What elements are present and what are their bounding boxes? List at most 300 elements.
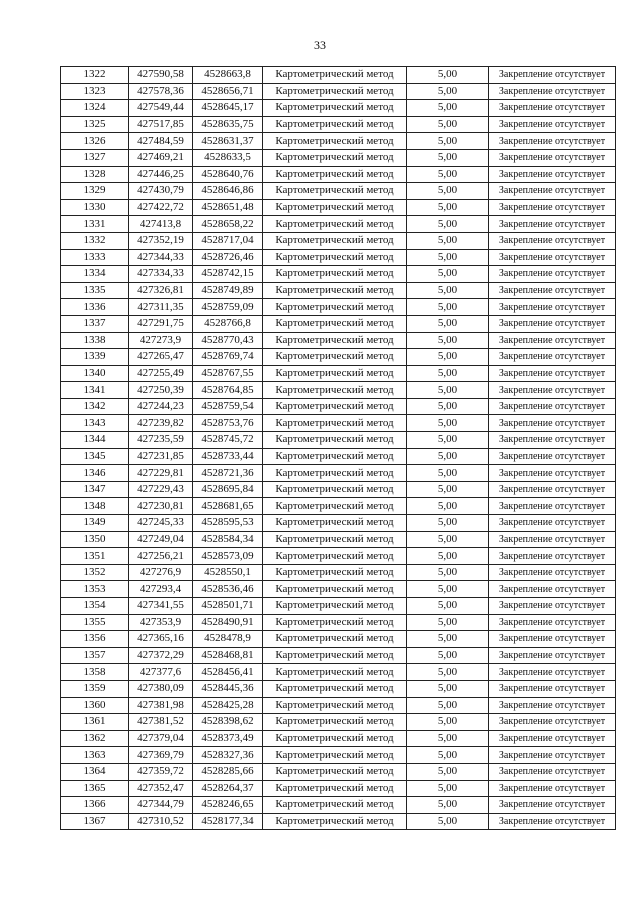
fixing-cell: Закрепление отсутствует [489,531,616,548]
fixing-cell: Закрепление отсутствует [489,166,616,183]
x-coordinate-cell: 427369,79 [129,747,193,764]
table-row [61,680,616,697]
fixing-cell: Закрепление отсутствует [489,133,616,150]
error-cell: 5,00 [407,730,489,747]
point-number-cell: 1351 [61,548,129,565]
x-coordinate-cell: 427273,9 [129,332,193,349]
error-cell: 5,00 [407,548,489,565]
y-coordinate-cell: 4528327,36 [193,747,263,764]
table-row [61,83,616,100]
table-row [61,299,616,316]
y-coordinate-cell: 4528640,76 [193,166,263,183]
x-coordinate-cell: 427293,4 [129,581,193,598]
method-cell: Картометрический метод [263,216,407,233]
table-row [61,266,616,283]
error-cell: 5,00 [407,266,489,283]
x-coordinate-cell: 427250,39 [129,382,193,399]
x-coordinate-cell: 427422,72 [129,199,193,216]
x-coordinate-cell: 427352,19 [129,232,193,249]
error-cell: 5,00 [407,382,489,399]
error-cell: 5,00 [407,647,489,664]
method-cell: Картометрический метод [263,531,407,548]
error-cell: 5,00 [407,763,489,780]
method-cell: Картометрический метод [263,183,407,200]
point-number-cell: 1358 [61,664,129,681]
y-coordinate-cell: 4528651,48 [193,199,263,216]
y-coordinate-cell: 4528501,71 [193,598,263,615]
method-cell: Картометрический метод [263,100,407,117]
point-number-cell: 1366 [61,797,129,814]
method-cell: Картометрический метод [263,315,407,332]
y-coordinate-cell: 4528425,28 [193,697,263,714]
x-coordinate-cell: 427359,72 [129,763,193,780]
error-cell: 5,00 [407,100,489,117]
fixing-cell: Закрепление отсутствует [489,100,616,117]
method-cell: Картометрический метод [263,647,407,664]
table-row [61,714,616,731]
table-row [61,598,616,615]
method-cell: Картометрический метод [263,249,407,266]
table-row [61,199,616,216]
table-row [61,763,616,780]
method-cell: Картометрический метод [263,415,407,432]
point-number-cell: 1354 [61,598,129,615]
fixing-cell: Закрепление отсутствует [489,697,616,714]
x-coordinate-cell: 427413,8 [129,216,193,233]
coordinates-table [60,66,616,830]
point-number-cell: 1323 [61,83,129,100]
method-cell: Картометрический метод [263,266,407,283]
point-number-cell: 1346 [61,465,129,482]
page-number: 33 [314,38,326,52]
y-coordinate-cell: 4528445,36 [193,680,263,697]
point-number-cell: 1330 [61,199,129,216]
x-coordinate-cell: 427231,85 [129,448,193,465]
point-number-cell: 1363 [61,747,129,764]
table-row [61,216,616,233]
error-cell: 5,00 [407,747,489,764]
x-coordinate-cell: 427256,21 [129,548,193,565]
error-cell: 5,00 [407,166,489,183]
fixing-cell: Закрепление отсутствует [489,349,616,366]
error-cell: 5,00 [407,216,489,233]
error-cell: 5,00 [407,116,489,133]
table-row [61,448,616,465]
method-cell: Картометрический метод [263,232,407,249]
point-number-cell: 1327 [61,149,129,166]
method-cell: Картометрический метод [263,797,407,814]
table-row [61,730,616,747]
fixing-cell: Закрепление отсутствует [489,631,616,648]
error-cell: 5,00 [407,149,489,166]
x-coordinate-cell: 427326,81 [129,282,193,299]
method-cell: Картометрический метод [263,515,407,532]
x-coordinate-cell: 427381,52 [129,714,193,731]
point-number-cell: 1355 [61,614,129,631]
y-coordinate-cell: 4528681,65 [193,498,263,515]
y-coordinate-cell: 4528764,85 [193,382,263,399]
fixing-cell: Закрепление отсутствует [489,747,616,764]
error-cell: 5,00 [407,481,489,498]
point-number-cell: 1360 [61,697,129,714]
y-coordinate-cell: 4528745,72 [193,432,263,449]
error-cell: 5,00 [407,564,489,581]
table-row [61,67,616,84]
method-cell: Картометрический метод [263,332,407,349]
point-number-cell: 1361 [61,714,129,731]
error-cell: 5,00 [407,714,489,731]
table-row [61,349,616,366]
error-cell: 5,00 [407,282,489,299]
method-cell: Картометрический метод [263,614,407,631]
point-number-cell: 1338 [61,332,129,349]
table-row [61,332,616,349]
y-coordinate-cell: 4528645,17 [193,100,263,117]
y-coordinate-cell: 4528759,54 [193,398,263,415]
method-cell: Картометрический метод [263,680,407,697]
x-coordinate-cell: 427381,98 [129,697,193,714]
x-coordinate-cell: 427310,52 [129,813,193,830]
error-cell: 5,00 [407,498,489,515]
method-cell: Картометрический метод [263,382,407,399]
y-coordinate-cell: 4528721,36 [193,465,263,482]
table-row [61,133,616,150]
error-cell: 5,00 [407,432,489,449]
table-row [61,647,616,664]
x-coordinate-cell: 427517,85 [129,116,193,133]
y-coordinate-cell: 4528536,46 [193,581,263,598]
table-row [61,614,616,631]
point-number-cell: 1356 [61,631,129,648]
table-row [61,398,616,415]
method-cell: Картометрический метод [263,149,407,166]
table-row [61,232,616,249]
fixing-cell: Закрепление отсутствует [489,382,616,399]
x-coordinate-cell: 427255,49 [129,365,193,382]
x-coordinate-cell: 427446,25 [129,166,193,183]
table-row [61,548,616,565]
error-cell: 5,00 [407,598,489,615]
y-coordinate-cell: 4528749,89 [193,282,263,299]
x-coordinate-cell: 427265,47 [129,349,193,366]
table-row [61,498,616,515]
point-number-cell: 1348 [61,498,129,515]
x-coordinate-cell: 427353,9 [129,614,193,631]
x-coordinate-cell: 427380,09 [129,680,193,697]
y-coordinate-cell: 4528742,15 [193,266,263,283]
y-coordinate-cell: 4528285,66 [193,763,263,780]
table-row [61,581,616,598]
error-cell: 5,00 [407,415,489,432]
point-number-cell: 1322 [61,67,129,84]
point-number-cell: 1331 [61,216,129,233]
x-coordinate-cell: 427430,79 [129,183,193,200]
y-coordinate-cell: 4528550,1 [193,564,263,581]
y-coordinate-cell: 4528373,49 [193,730,263,747]
x-coordinate-cell: 427344,33 [129,249,193,266]
fixing-cell: Закрепление отсутствует [489,83,616,100]
table-row [61,465,616,482]
method-cell: Картометрический метод [263,747,407,764]
fixing-cell: Закрепление отсутствует [489,714,616,731]
method-cell: Картометрический метод [263,697,407,714]
fixing-cell: Закрепление отсутствует [489,564,616,581]
fixing-cell: Закрепление отсутствует [489,249,616,266]
table-row [61,116,616,133]
error-cell: 5,00 [407,797,489,814]
y-coordinate-cell: 4528733,44 [193,448,263,465]
y-coordinate-cell: 4528264,37 [193,780,263,797]
y-coordinate-cell: 4528456,41 [193,664,263,681]
table-row [61,747,616,764]
method-cell: Картометрический метод [263,365,407,382]
point-number-cell: 1334 [61,266,129,283]
y-coordinate-cell: 4528753,76 [193,415,263,432]
error-cell: 5,00 [407,780,489,797]
x-coordinate-cell: 427249,04 [129,531,193,548]
point-number-cell: 1365 [61,780,129,797]
error-cell: 5,00 [407,83,489,100]
fixing-cell: Закрепление отсутствует [489,266,616,283]
point-number-cell: 1359 [61,680,129,697]
error-cell: 5,00 [407,631,489,648]
point-number-cell: 1340 [61,365,129,382]
method-cell: Картометрический метод [263,730,407,747]
method-cell: Картометрический метод [263,83,407,100]
y-coordinate-cell: 4528635,75 [193,116,263,133]
point-number-cell: 1350 [61,531,129,548]
point-number-cell: 1342 [61,398,129,415]
y-coordinate-cell: 4528246,65 [193,797,263,814]
method-cell: Картометрический метод [263,631,407,648]
x-coordinate-cell: 427235,59 [129,432,193,449]
fixing-cell: Закрепление отсутствует [489,813,616,830]
x-coordinate-cell: 427229,43 [129,481,193,498]
table-row [61,432,616,449]
table-row [61,797,616,814]
method-cell: Картометрический метод [263,349,407,366]
method-cell: Картометрический метод [263,133,407,150]
fixing-cell: Закрепление отсутствует [489,232,616,249]
method-cell: Картометрический метод [263,714,407,731]
table-row [61,183,616,200]
y-coordinate-cell: 4528767,55 [193,365,263,382]
fixing-cell: Закрепление отсутствует [489,183,616,200]
point-number-cell: 1357 [61,647,129,664]
method-cell: Картометрический метод [263,282,407,299]
fixing-cell: Закрепление отсутствует [489,680,616,697]
error-cell: 5,00 [407,349,489,366]
table-row [61,100,616,117]
x-coordinate-cell: 427578,36 [129,83,193,100]
method-cell: Картометрический метод [263,481,407,498]
y-coordinate-cell: 4528595,53 [193,515,263,532]
y-coordinate-cell: 4528717,04 [193,232,263,249]
fixing-cell: Закрепление отсутствует [489,216,616,233]
point-number-cell: 1337 [61,315,129,332]
error-cell: 5,00 [407,614,489,631]
method-cell: Картометрический метод [263,598,407,615]
y-coordinate-cell: 4528766,8 [193,315,263,332]
point-number-cell: 1329 [61,183,129,200]
x-coordinate-cell: 427365,16 [129,631,193,648]
fixing-cell: Закрепление отсутствует [489,515,616,532]
fixing-cell: Закрепление отсутствует [489,730,616,747]
method-cell: Картометрический метод [263,448,407,465]
error-cell: 5,00 [407,365,489,382]
x-coordinate-cell: 427344,79 [129,797,193,814]
point-number-cell: 1344 [61,432,129,449]
fixing-cell: Закрепление отсутствует [489,116,616,133]
table-row [61,697,616,714]
error-cell: 5,00 [407,515,489,532]
x-coordinate-cell: 427372,29 [129,647,193,664]
error-cell: 5,00 [407,67,489,84]
x-coordinate-cell: 427352,47 [129,780,193,797]
point-number-cell: 1347 [61,481,129,498]
y-coordinate-cell: 4528646,86 [193,183,263,200]
method-cell: Картометрический метод [263,398,407,415]
y-coordinate-cell: 4528695,84 [193,481,263,498]
error-cell: 5,00 [407,448,489,465]
table-row [61,481,616,498]
fixing-cell: Закрепление отсутствует [489,149,616,166]
y-coordinate-cell: 4528726,46 [193,249,263,266]
x-coordinate-cell: 427239,82 [129,415,193,432]
y-coordinate-cell: 4528769,74 [193,349,263,366]
method-cell: Картометрический метод [263,664,407,681]
method-cell: Картометрический метод [263,763,407,780]
fixing-cell: Закрепление отсутствует [489,415,616,432]
table-row [61,365,616,382]
table-row [61,149,616,166]
x-coordinate-cell: 427276,9 [129,564,193,581]
table-row [61,564,616,581]
error-cell: 5,00 [407,199,489,216]
fixing-cell: Закрепление отсутствует [489,598,616,615]
point-number-cell: 1333 [61,249,129,266]
y-coordinate-cell: 4528759,09 [193,299,263,316]
point-number-cell: 1362 [61,730,129,747]
fixing-cell: Закрепление отсутствует [489,282,616,299]
table-row [61,531,616,548]
error-cell: 5,00 [407,697,489,714]
point-number-cell: 1341 [61,382,129,399]
method-cell: Картометрический метод [263,299,407,316]
x-coordinate-cell: 427334,33 [129,266,193,283]
point-number-cell: 1364 [61,763,129,780]
point-number-cell: 1335 [61,282,129,299]
error-cell: 5,00 [407,315,489,332]
point-number-cell: 1345 [61,448,129,465]
table-row [61,315,616,332]
error-cell: 5,00 [407,249,489,266]
table-body [61,67,616,830]
method-cell: Картометрический метод [263,199,407,216]
y-coordinate-cell: 4528656,71 [193,83,263,100]
y-coordinate-cell: 4528398,62 [193,714,263,731]
y-coordinate-cell: 4528770,43 [193,332,263,349]
point-number-cell: 1352 [61,564,129,581]
x-coordinate-cell: 427229,81 [129,465,193,482]
error-cell: 5,00 [407,332,489,349]
table-row [61,282,616,299]
method-cell: Картометрический метод [263,498,407,515]
x-coordinate-cell: 427245,33 [129,515,193,532]
x-coordinate-cell: 427549,44 [129,100,193,117]
fixing-cell: Закрепление отсутствует [489,365,616,382]
error-cell: 5,00 [407,398,489,415]
y-coordinate-cell: 4528573,09 [193,548,263,565]
table-row [61,813,616,830]
x-coordinate-cell: 427244,23 [129,398,193,415]
fixing-cell: Закрепление отсутствует [489,498,616,515]
table-row [61,515,616,532]
error-cell: 5,00 [407,680,489,697]
point-number-cell: 1339 [61,349,129,366]
y-coordinate-cell: 4528658,22 [193,216,263,233]
y-coordinate-cell: 4528631,37 [193,133,263,150]
x-coordinate-cell: 427291,75 [129,315,193,332]
error-cell: 5,00 [407,531,489,548]
point-number-cell: 1332 [61,232,129,249]
point-number-cell: 1353 [61,581,129,598]
fixing-cell: Закрепление отсутствует [489,448,616,465]
fixing-cell: Закрепление отсутствует [489,67,616,84]
error-cell: 5,00 [407,299,489,316]
y-coordinate-cell: 4528490,91 [193,614,263,631]
fixing-cell: Закрепление отсутствует [489,664,616,681]
method-cell: Картометрический метод [263,465,407,482]
fixing-cell: Закрепление отсутствует [489,199,616,216]
x-coordinate-cell: 427377,6 [129,664,193,681]
table-row [61,415,616,432]
point-number-cell: 1325 [61,116,129,133]
error-cell: 5,00 [407,465,489,482]
point-number-cell: 1343 [61,415,129,432]
fixing-cell: Закрепление отсутствует [489,581,616,598]
method-cell: Картометрический метод [263,166,407,183]
method-cell: Картометрический метод [263,581,407,598]
method-cell: Картометрический метод [263,116,407,133]
table-row [61,166,616,183]
x-coordinate-cell: 427311,35 [129,299,193,316]
error-cell: 5,00 [407,232,489,249]
x-coordinate-cell: 427379,04 [129,730,193,747]
point-number-cell: 1336 [61,299,129,316]
method-cell: Картометрический метод [263,548,407,565]
fixing-cell: Закрепление отсутствует [489,465,616,482]
fixing-cell: Закрепление отсутствует [489,763,616,780]
error-cell: 5,00 [407,133,489,150]
x-coordinate-cell: 427341,55 [129,598,193,615]
error-cell: 5,00 [407,183,489,200]
method-cell: Картометрический метод [263,564,407,581]
fixing-cell: Закрепление отсутствует [489,780,616,797]
fixing-cell: Закрепление отсутствует [489,548,616,565]
table-row [61,780,616,797]
y-coordinate-cell: 4528478,9 [193,631,263,648]
point-number-cell: 1367 [61,813,129,830]
y-coordinate-cell: 4528633,5 [193,149,263,166]
table-row [61,631,616,648]
error-cell: 5,00 [407,581,489,598]
y-coordinate-cell: 4528663,8 [193,67,263,84]
table-row [61,664,616,681]
error-cell: 5,00 [407,664,489,681]
y-coordinate-cell: 4528468,81 [193,647,263,664]
y-coordinate-cell: 4528584,34 [193,531,263,548]
